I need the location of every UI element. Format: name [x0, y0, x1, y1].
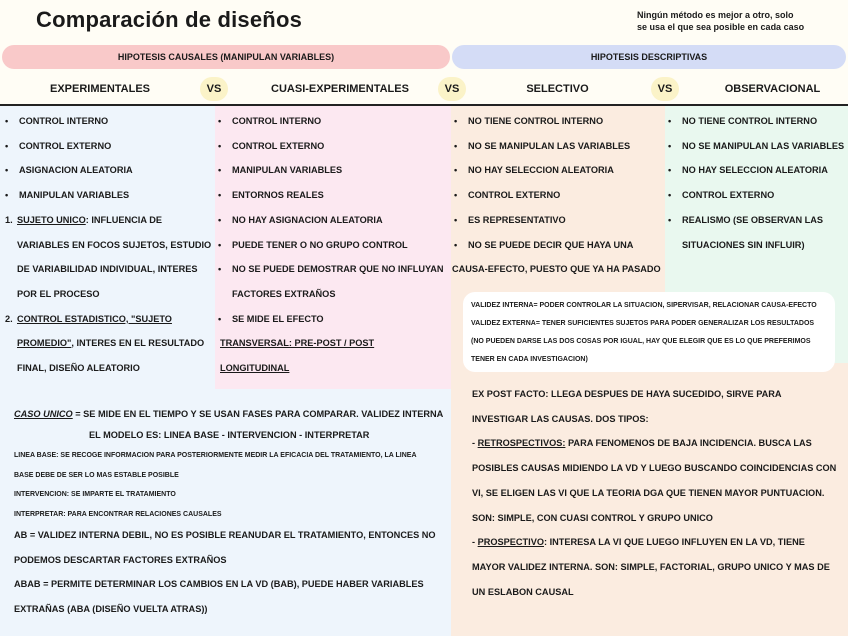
retrospective-head: - RETROSPECTIVOS: PARA FENOMENOS DE BAJA INCIDENCIA. BUSCA LAS: [472, 438, 812, 449]
observational-list: [668, 109, 844, 257]
ex-post-facto-section: [472, 382, 836, 604]
quasi-list: [218, 109, 444, 381]
ab-line: PODEMOS DESCARTAR FACTORES EXTRAÑOS: [14, 554, 227, 565]
list-item: • REALISMO (SE OBSERVAN LAS: [668, 214, 824, 225]
single-case-intro: CASO UNICO = SE MIDE EN EL TIEMPO Y SE USAN FASES PARA COMPARAR. VALIDEZ INTERNA: [14, 409, 444, 419]
list-item: • NO TIENE CONTROL INTERNO: [454, 116, 604, 126]
selective-list: [454, 109, 661, 282]
header-note: [637, 9, 847, 33]
list-item-cont: CAUSA-EFECTO, PUESTO QUE YA HA PASADO: [452, 264, 661, 275]
list-item: • NO HAY SELECCION ALEATORIA: [454, 165, 614, 176]
descriptive-hypotheses-banner: HIPOTESIS DESCRIPTIVAS: [452, 45, 846, 69]
list-item: • NO TIENE CONTROL INTERNO: [668, 116, 818, 126]
list-item: • CONTROL INTERNO: [218, 116, 322, 126]
ex-post-line: EX POST FACTO: LLEGA DESPUES DE HAYA SUCEDIDO, SIRVE PARA: [472, 389, 782, 399]
header-note-line: se usa el que sea posible en cada caso: [637, 22, 805, 32]
list-item-cont: SITUACIONES SIN INFLUIR): [682, 239, 805, 250]
list-item: • MANIPULAN VARIABLES: [5, 190, 130, 201]
header-note-line: Ningún método es mejor a otro, solo: [637, 10, 794, 20]
column-header-quasi: CUASI-EXPERIMENTALES: [271, 83, 409, 95]
list-item: • CONTROL INTERNO: [5, 116, 109, 126]
list-item: • MANIPULAN VARIABLES: [218, 165, 343, 176]
abab-line: ABAB = PERMITE DETERMINAR LOS CAMBIOS EN LA VD (BAB), PUEDE HABER VARIABLES: [14, 579, 424, 589]
ab-design: [14, 523, 436, 572]
single-case-model: EL MODELO ES: LINEA BASE - INTERVENCION - INTERPRETAR: [89, 429, 370, 440]
abab-line: EXTRAÑAS (ABA (DISEÑO VUELTA ATRAS)): [14, 603, 208, 614]
list-item: • NO SE PUEDE DEMOSTRAR QUE NO INFLUYAN: [218, 264, 444, 275]
list-item-cont: DE VARIABILIDAD INDIVIDUAL, INTERES: [17, 264, 198, 275]
list-item: • CONTROL EXTERNO: [218, 140, 325, 151]
prospective-line: MAYOR VALIDEZ INTERNA. SON: SIMPLE, FACTORIAL, GRUPO UNICO Y MAS DE: [472, 561, 830, 572]
detail-line: BASE DEBE DE SER LO MAS ESTABLE POSIBLE: [14, 471, 179, 479]
callout-line: VALIDEZ INTERNA= PODER CONTROLAR LA SITUACION, SIPERVISAR, RELACIONAR CAUSA-EFECTO: [471, 302, 817, 309]
list-item-cont: VARIABLES EN FOCOS SUJETOS, ESTUDIO: [17, 239, 212, 250]
column-header-selective: SELECTIVO: [526, 83, 589, 95]
list-item: 1. SUJETO UNICO: INFLUENCIA DE: [5, 214, 162, 225]
list-item-cont: TRANSVERSAL: PRE-POST / POST: [220, 338, 375, 349]
prospective-head: - PROSPECTIVO: INTERESA LA VI QUE LUEGO INFLUYEN EN LA VD, TIENE: [472, 537, 805, 548]
list-item: • CONTROL EXTERNO: [668, 190, 775, 201]
list-item-cont: FINAL, DISEÑO ALEATORIO: [17, 363, 140, 374]
list-item: • NO HAY SELECCION ALEATORIA: [668, 165, 828, 176]
column-header-experimental: EXPERIMENTALES: [49, 83, 151, 95]
callout-line: TENER EN CADA INVESTIGACION): [471, 356, 588, 363]
list-item: • ENTORNOS REALES: [218, 190, 324, 201]
abab-design: [14, 572, 424, 621]
validity-callout: [463, 292, 835, 372]
list-item-cont: FACTORES EXTRAÑOS: [232, 288, 336, 299]
retrospective-line: SON: SIMPLE, CON CUASI CONTROL Y GRUPO UNICO: [472, 512, 713, 523]
list-item: • NO HAY ASIGNACION ALEATORIA: [218, 214, 383, 225]
vs-badge: VS: [200, 77, 228, 101]
single-case-details: [14, 446, 417, 524]
list-item: • NO SE PUEDE DECIR QUE HAYA UNA: [454, 239, 634, 250]
list-item-cont: POR EL PROCESO: [17, 288, 100, 299]
experimental-list: [5, 109, 211, 381]
list-item: • PUEDE TENER O NO GRUPO CONTROL: [218, 239, 408, 250]
list-item: • NO SE MANIPULAN LAS VARIABLES: [454, 140, 631, 151]
vs-badge: VS: [438, 77, 466, 101]
list-item: • NO SE MANIPULAN LAS VARIABLES: [668, 140, 845, 151]
column-header-observational: OBSERVACIONAL: [724, 83, 821, 95]
list-item: • SE MIDE EL EFECTO: [218, 313, 324, 324]
list-item: • ASIGNACION ALEATORIA: [5, 165, 133, 176]
callout-line: VALIDEZ EXTERNA= TENER SUFICIENTES SUJETOS PARA PODER GENERALIZAR LOS RESULTADOS: [471, 320, 815, 327]
list-item: 2. CONTROL ESTADISTICO, "SUJETO: [5, 313, 172, 324]
retrospective-line: POSIBLES CAUSAS MIDIENDO LA VD Y LUEGO BUSCANDO COINCIDENCIAS CON: [472, 463, 837, 474]
single-case-section: [14, 402, 450, 447]
page-title: Comparación de diseños: [36, 7, 303, 32]
vs-badge: VS: [651, 77, 679, 101]
list-item: • CONTROL EXTERNO: [5, 140, 112, 151]
causal-hypotheses-banner: HIPOTESIS CAUSALES (MANIPULAN VARIABLES): [2, 45, 450, 69]
retrospective-line: VI, SE ELIGEN LAS VI QUE LA TEORIA DGA QUE TIENEN MAYOR PUNTUACION.: [472, 487, 825, 498]
detail-line: LINEA BASE: SE RECOGE INFORMACION PARA POSTERIORMENTE MEDIR LA EFICACIA DEL TRATAMIENTO, LA LINEA: [14, 452, 417, 459]
list-item-cont: LONGITUDINAL: [220, 363, 290, 374]
ab-line: AB = VALIDEZ INTERNA DEBIL, NO ES POSIBLE REANUDAR EL TRATAMIENTO, ENTONCES NO: [14, 530, 436, 540]
callout-line: (NO PUEDEN DARSE LAS DOS COSAS POR IGUAL, HAY QUE ELEGIR QUE ES LO QUE PREFERIMOS: [471, 338, 811, 345]
list-item: • ES REPRESENTATIVO: [454, 214, 566, 225]
detail-line: INTERPRETAR: PARA ENCONTRAR RELACIONES CAUSALES: [14, 510, 222, 518]
header-divider: [0, 104, 848, 106]
detail-line: INTERVENCION: SE IMPARTE EL TRATAMIENTO: [14, 491, 176, 498]
prospective-line: UN ESLABON CAUSAL: [472, 586, 574, 597]
list-item-cont: PROMEDIO", INTERES EN EL RESULTADO: [17, 338, 205, 349]
list-item: • CONTROL EXTERNO: [454, 190, 561, 201]
ex-post-line: INVESTIGAR LAS CAUSAS. DOS TIPOS:: [472, 413, 649, 424]
